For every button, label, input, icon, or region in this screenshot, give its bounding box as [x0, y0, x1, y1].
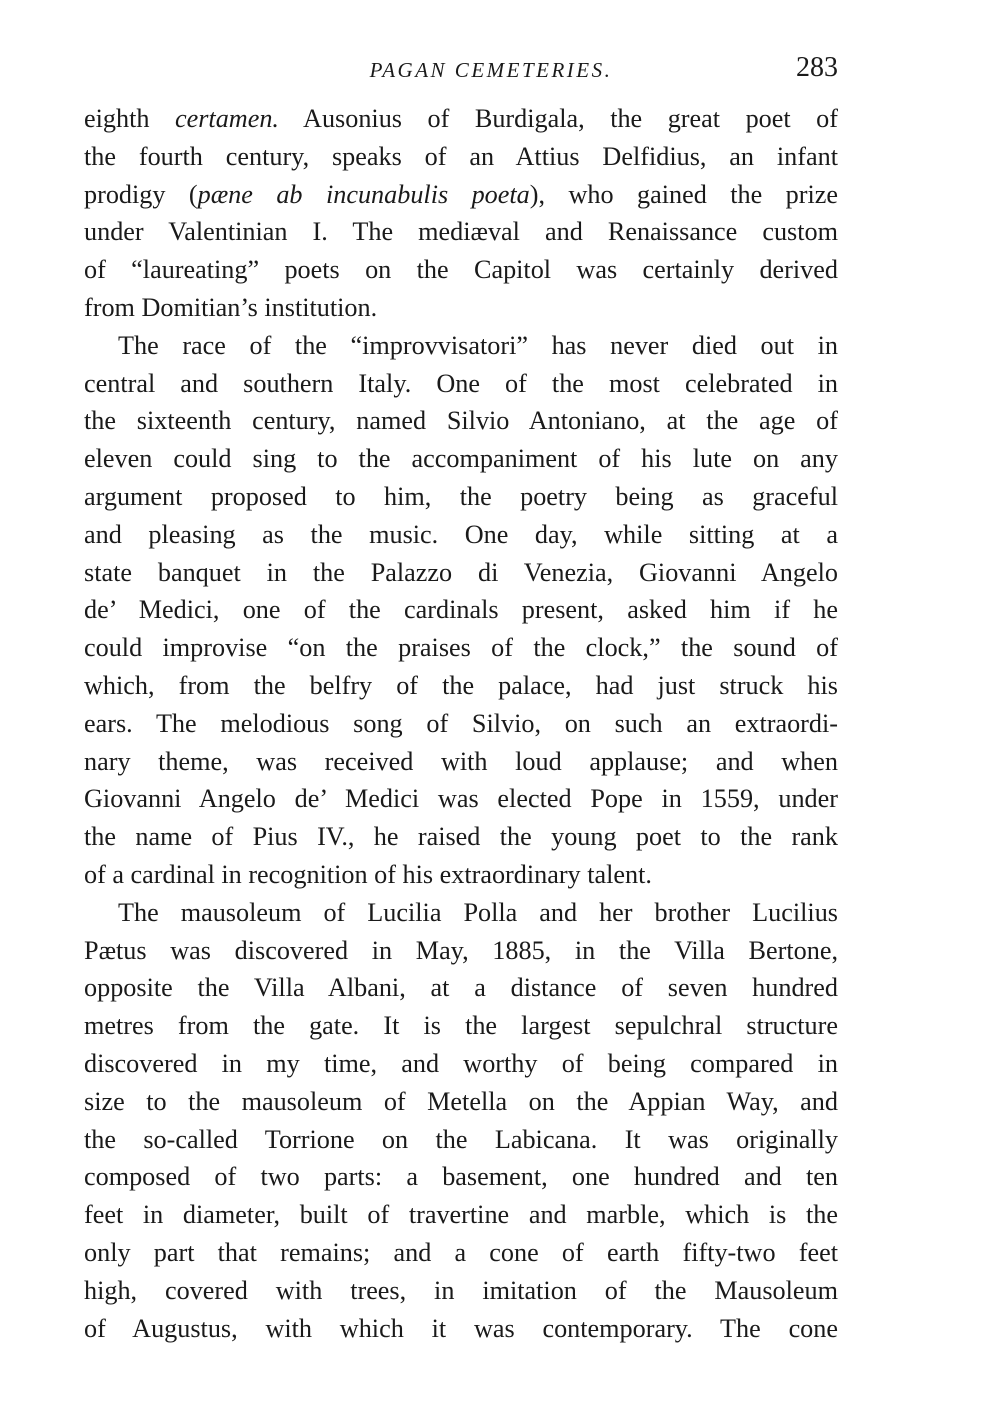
text-line: the sixteenth century, named Silvio Antoniano, at the age of [84, 406, 838, 436]
paragraph-1 [84, 100, 838, 327]
paragraph-2 [84, 327, 838, 894]
text-run: ), who gained the prize [529, 179, 839, 209]
running-head [84, 52, 838, 92]
text-line: state banquet in the Palazzo di Venezia, Giovanni Angelo [84, 557, 838, 587]
text-line: argument proposed to him, the poetry being as graceful [84, 481, 838, 511]
text-line: nary theme, was received with loud applause; and when [84, 746, 838, 776]
text-line [84, 100, 838, 138]
text-line: the fourth century, speaks of an Attius Delfidius, an infant [84, 141, 838, 171]
text-line: under Valentinian I. The mediæval and Renaissance custom [84, 217, 838, 247]
text-line: Pætus was discovered in May, 1885, in the Villa Bertone, [84, 935, 838, 965]
text-line: opposite the Villa Albani, at a distance of seven hundred [84, 973, 838, 1003]
text-line: composed of two parts: a basement, one hundred and ten [84, 1162, 838, 1192]
running-title: PAGAN CEMETERIES. [369, 58, 613, 82]
text-line: of Augustus, with which it was contemporary. The cone [84, 1313, 838, 1343]
text-run: eighth [84, 104, 175, 133]
text-line: The race of the “improvvisatori” has never died out in [118, 330, 838, 360]
paragraph-3 [84, 894, 838, 1348]
text-line: of a cardinal in recognition of his extraordinary talent. [84, 859, 652, 889]
text-line: could improvise “on the praises of the clock,” the sound of [84, 633, 838, 663]
text-line: which, from the belfry of the palace, had just struck his [84, 670, 838, 700]
text-line: size to the mausoleum of Metella on the Appian Way, and [84, 1086, 838, 1116]
text-line: eleven could sing to the accompaniment of his lute on any [84, 444, 838, 474]
text-line: discovered in my time, and worthy of being compared in [84, 1048, 838, 1078]
text-run: Ausonius of Burdigala, the great poet of [278, 104, 838, 133]
page-number: 283 [796, 52, 838, 83]
italic-text: pæne ab incunabulis poeta [197, 179, 530, 209]
text-line: and pleasing as the music. One day, while sitting at a [84, 519, 838, 549]
text-line: of “laureating” poets on the Capitol was certainly derived [84, 255, 838, 285]
text-line [84, 176, 838, 214]
text-line: the name of Pius IV., he raised the young poet to the rank [84, 822, 838, 852]
text-line: Giovanni Angelo de’ Medici was elected Pope in 1559, under [84, 784, 838, 814]
text-line: the so-called Torrione on the Labicana. It was originally [84, 1124, 838, 1154]
text-line: The mausoleum of Lucilia Polla and her brother Lucilius [118, 897, 838, 927]
book-page [84, 52, 838, 1347]
text-line: central and southern Italy. One of the most celebrated in [84, 368, 838, 398]
text-line: ears. The melodious song of Silvio, on such an extraordi- [84, 708, 838, 738]
text-line: from Domitian’s institution. [84, 292, 378, 322]
text-line: metres from the gate. It is the largest sepulchral structure [84, 1011, 838, 1041]
text-line: high, covered with trees, in imitation of the Mausoleum [84, 1275, 838, 1305]
text-run: prodigy ( [84, 179, 198, 209]
text-line: only part that remains; and a cone of earth fifty-two feet [84, 1237, 838, 1267]
text-line: de’ Medici, one of the cardinals present, asked him if he [84, 595, 838, 625]
italic-text: certamen. [174, 104, 279, 133]
text-line: feet in diameter, built of travertine and marble, which is the [84, 1200, 838, 1230]
